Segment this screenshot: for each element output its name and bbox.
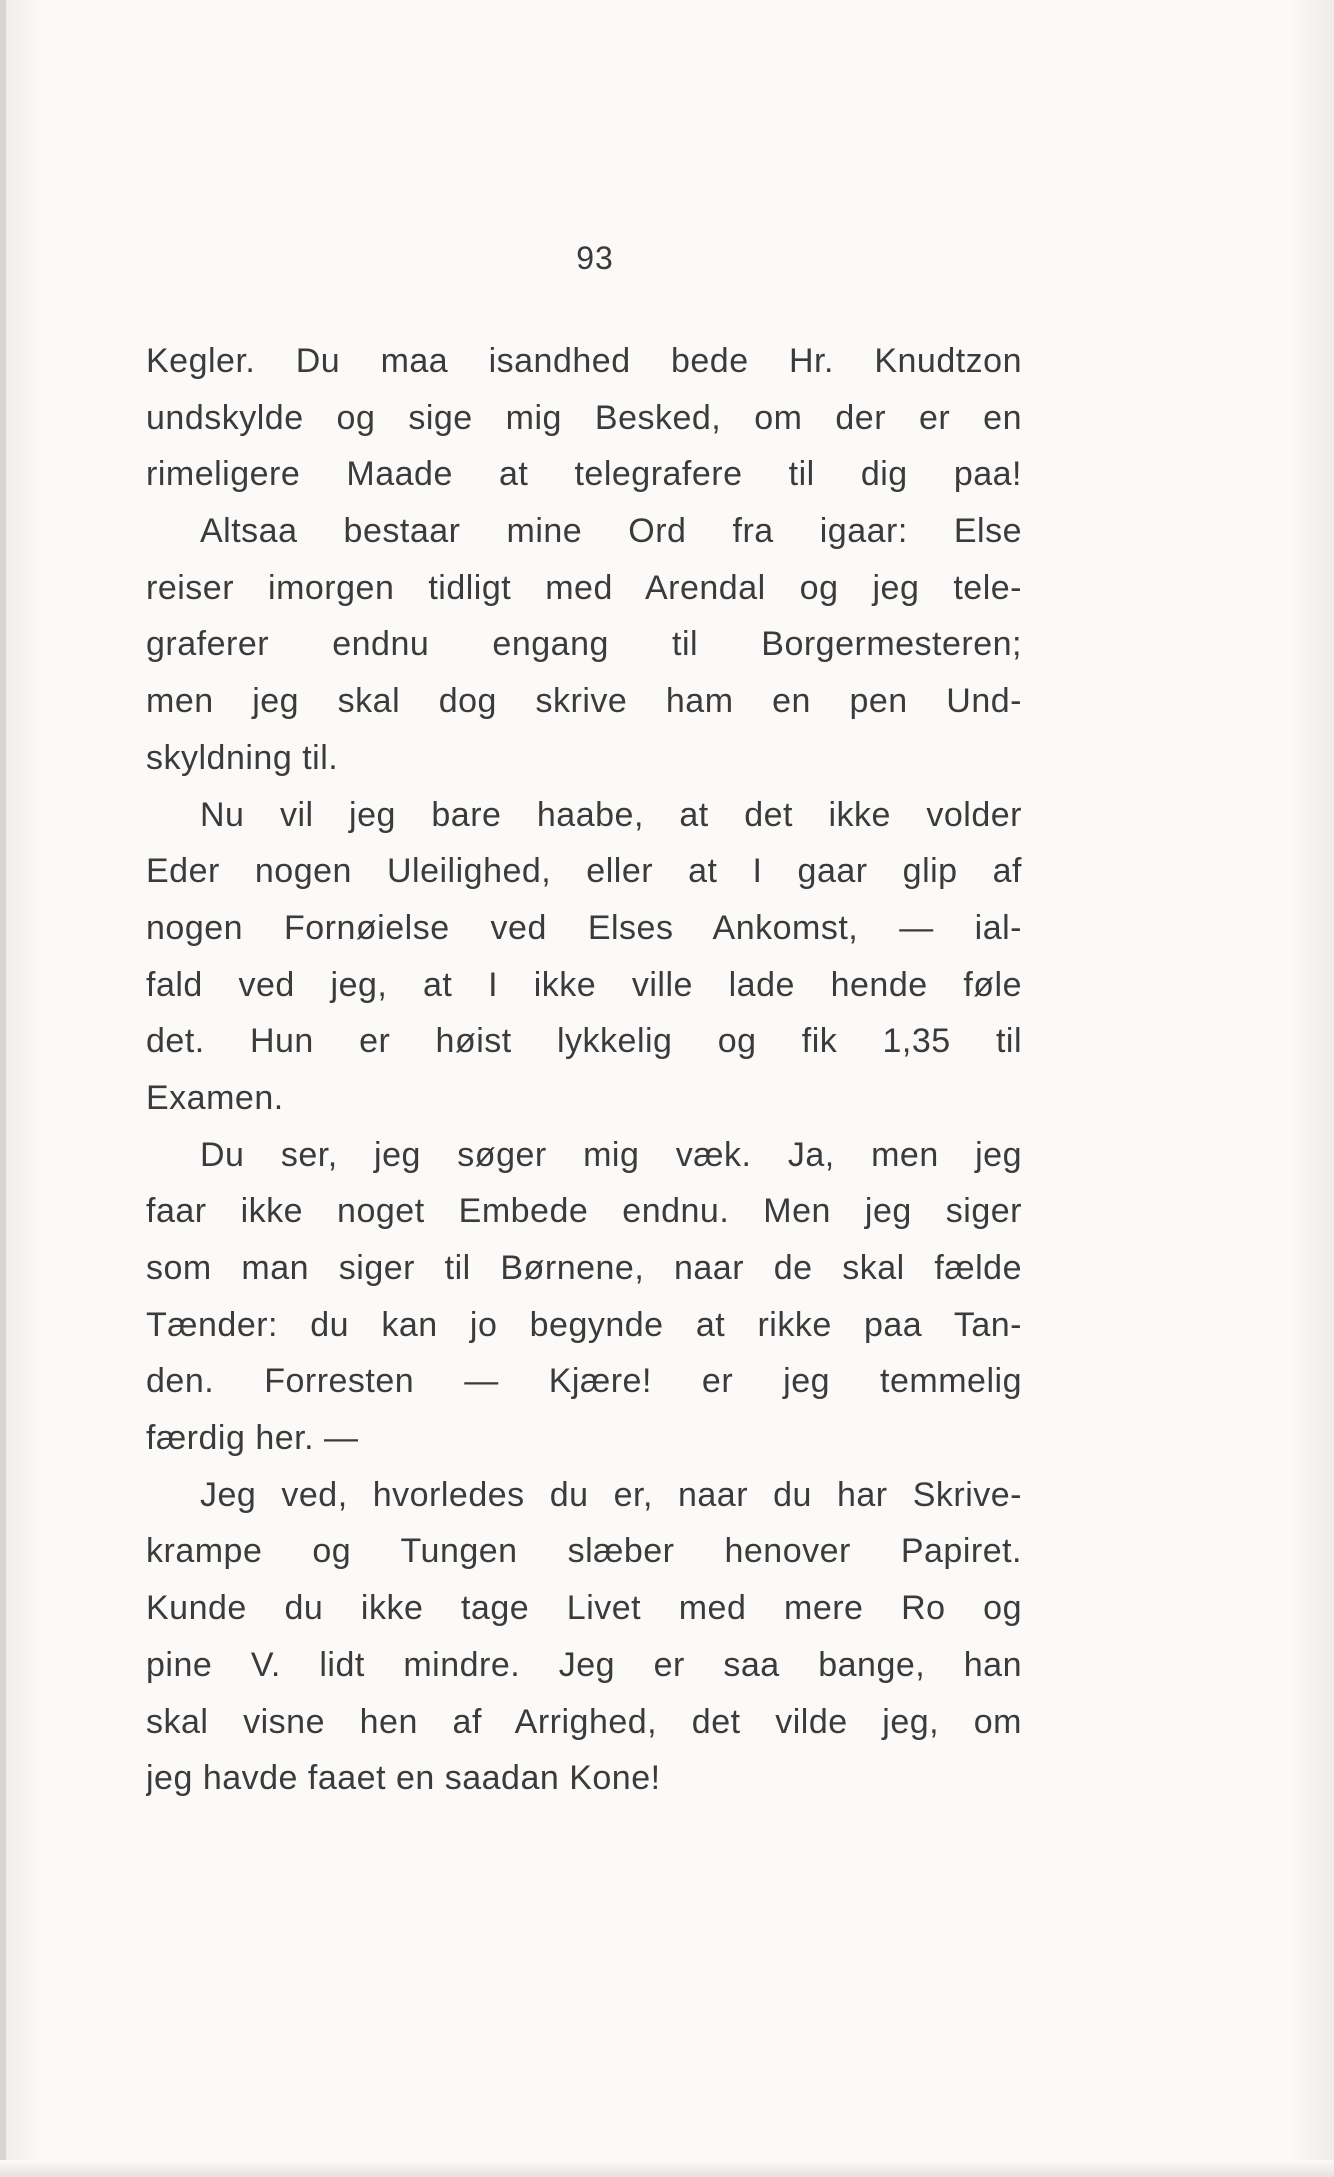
text-line: Examen. bbox=[146, 1078, 284, 1117]
text-line: graferer endnu engang til Borgermesteren; bbox=[146, 625, 1022, 664]
text-line: Kegler. Du maa isandhed bede Hr. Knudtzon bbox=[146, 342, 1022, 380]
text-line: Jeg ved, hvorledes du er, naar du har Skrive- bbox=[200, 1475, 1022, 1514]
page-number: 93 bbox=[576, 240, 614, 276]
text-line: reiser imorgen tidligt med Arendal og jeg tele- bbox=[146, 568, 1022, 607]
text-line: skal visne hen af Arrighed, det vilde jeg, om bbox=[146, 1702, 1022, 1741]
text-line: den. Forresten — Kjære! er jeg temmelig bbox=[146, 1362, 1022, 1401]
text-line: jeg havde faaet en saadan Kone! bbox=[146, 1759, 661, 1798]
text-line: som man siger til Børnene, naar de skal fælde bbox=[146, 1249, 1022, 1287]
text-line: Altsaa bestaar mine Ord fra igaar: Else bbox=[200, 512, 1022, 551]
text-line: nogen Fornøielse ved Elses Ankomst, — ial- bbox=[146, 908, 1022, 947]
text-line: det. Hun er høist lykkelig og fik 1,35 til bbox=[146, 1022, 1022, 1061]
text-line: undskylde og sige mig Besked, om der er en bbox=[146, 398, 1022, 437]
text-line: pine V. lidt mindre. Jeg er saa bange, han bbox=[146, 1645, 1022, 1684]
page-bottom-edge bbox=[0, 2160, 1334, 2177]
text-line: rimeligere Maade at telegrafere til dig paa! bbox=[146, 455, 1022, 494]
text-line: Nu vil jeg bare haabe, at det ikke volder bbox=[200, 795, 1022, 834]
text-line: Kunde du ikke tage Livet med mere Ro og bbox=[146, 1589, 1022, 1628]
text-line: færdig her. — bbox=[146, 1419, 359, 1458]
text-line: Eder nogen Uleilighed, eller at I gaar glip af bbox=[146, 852, 1022, 891]
text-line: krampe og Tungen slæber henover Papiret. bbox=[146, 1532, 1022, 1571]
text-line: men jeg skal dog skrive ham en pen Und- bbox=[146, 682, 1022, 721]
text-line: Tænder: du kan jo begynde at rikke paa Tan- bbox=[146, 1305, 1022, 1344]
text-line: Du ser, jeg søger mig væk. Ja, men jeg bbox=[200, 1135, 1022, 1174]
text-line: skyldning til. bbox=[146, 738, 339, 777]
body-text bbox=[146, 333, 1022, 1807]
text-line: fald ved jeg, at I ikke ville lade hende føle bbox=[146, 965, 1022, 1004]
page-left-edge bbox=[0, 0, 6, 2177]
text-line: faar ikke noget Embede endnu. Men jeg siger bbox=[146, 1192, 1022, 1231]
